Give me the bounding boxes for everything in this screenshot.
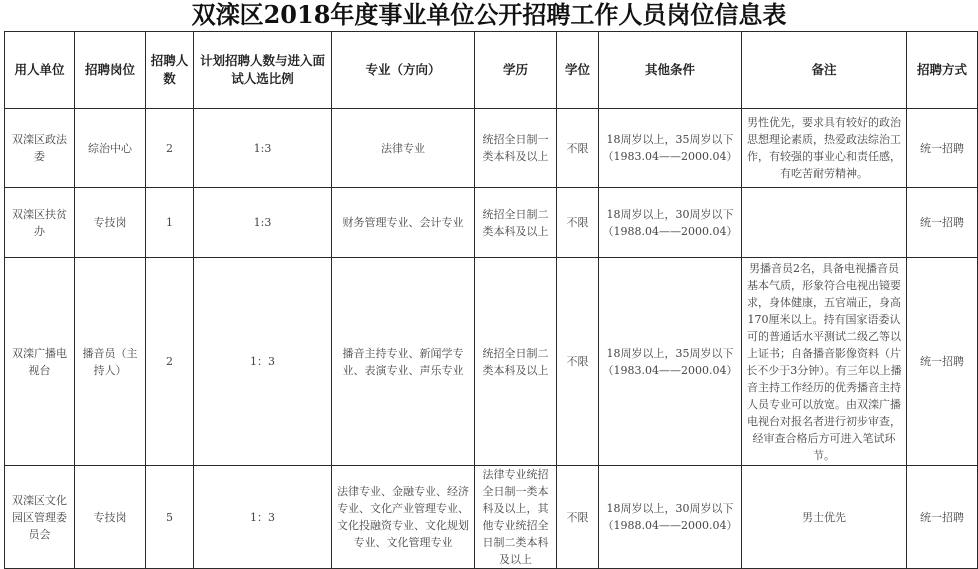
cell-method: 统一招聘 [907,109,978,188]
cell-education: 统招全日制一类本科及以上 [475,109,557,188]
table-row [5,466,978,569]
cell-education: 统招全日制二类本科及以上 [475,258,557,466]
cell-position: 综治中心 [75,109,146,188]
header-position: 招聘岗位 [75,32,146,109]
header-unit: 用人单位 [5,32,75,109]
cell-conditions: 18周岁以上，30周岁以下（1988.04——2000.04） [599,466,742,569]
cell-ratio: 1:3 [194,188,332,258]
cell-unit: 双滦区扶贫办 [5,188,75,258]
cell-count: 2 [146,109,194,188]
cell-position: 播音员（主持人） [75,258,146,466]
cell-method: 统一招聘 [907,258,978,466]
cell-degree: 不限 [557,466,599,569]
header-major: 专业（方向） [332,32,475,109]
document-title: 双滦区2018年度事业单位公开招聘工作人员岗位信息表 [191,0,787,29]
cell-major: 法律专业、金融专业、经济专业、文化产业管理专业、文化投融资专业、文化规划专业、文化管理专业 [332,466,475,569]
cell-ratio: 1：3 [194,258,332,466]
header-notes: 备注 [742,32,907,109]
cell-conditions: 18周岁以上，35周岁以下（1983.04——2000.04） [599,109,742,188]
cell-degree: 不限 [557,258,599,466]
cell-degree: 不限 [557,109,599,188]
cell-count: 5 [146,466,194,569]
cell-education: 统招全日制二类本科及以上 [475,188,557,258]
table-row [5,188,978,258]
cell-unit: 双滦广播电视台 [5,258,75,466]
cell-major: 财务管理专业、会计专业 [332,188,475,258]
header-count: 招聘人数 [146,32,194,109]
cell-conditions: 18周岁以上，35周岁以下（1983.04——2000.04） [599,258,742,466]
table-row [5,258,978,466]
header-conditions: 其他条件 [599,32,742,109]
cell-notes: 男播音员2名，具备电视播音员基本气质，形象符合电视出镜要求，身体健康，五官端正，身高170厘米以上。持有国家语委认可的普通话水平测试二级乙等以上证书；自备播音影像资料（片长不少于3分钟）。有三年以上播音主持工作经历的优秀播音主持人员专业可以放宽。由双滦广播电视台对报名者进行初步审查，经审查合格后方可进入笔试环节。 [742,258,907,466]
cell-ratio: 1：3 [194,466,332,569]
cell-ratio: 1:3 [194,109,332,188]
cell-unit: 双滦区政法委 [5,109,75,188]
cell-position: 专技岗 [75,466,146,569]
header-ratio: 计划招聘人数与进入面试人选比例 [194,32,332,109]
recruitment-table [4,31,978,569]
header-method: 招聘方式 [907,32,978,109]
header-degree: 学位 [557,32,599,109]
table-row [5,109,978,188]
cell-notes: 男性优先，要求具有较好的政治思想理论素质，热爱政法综治工作，有较强的事业心和责任感，有吃苦耐劳精神。 [742,109,907,188]
cell-conditions: 18周岁以上，30周岁以下（1988.04——2000.04） [599,188,742,258]
cell-notes: 男士优先 [742,466,907,569]
cell-count: 2 [146,258,194,466]
cell-count: 1 [146,188,194,258]
cell-degree: 不限 [557,188,599,258]
cell-method: 统一招聘 [907,188,978,258]
header-education: 学历 [475,32,557,109]
cell-unit: 双滦区文化园区管理委员会 [5,466,75,569]
cell-education: 法律专业统招全日制一类本科及以上，其他专业统招全日制二类本科及以上 [475,466,557,569]
cell-method: 统一招聘 [907,466,978,569]
cell-major: 播音主持专业、新闻学专业、表演专业、声乐专业 [332,258,475,466]
cell-position: 专技岗 [75,188,146,258]
cell-notes [742,188,907,258]
header-row [5,32,978,109]
cell-major: 法律专业 [332,109,475,188]
